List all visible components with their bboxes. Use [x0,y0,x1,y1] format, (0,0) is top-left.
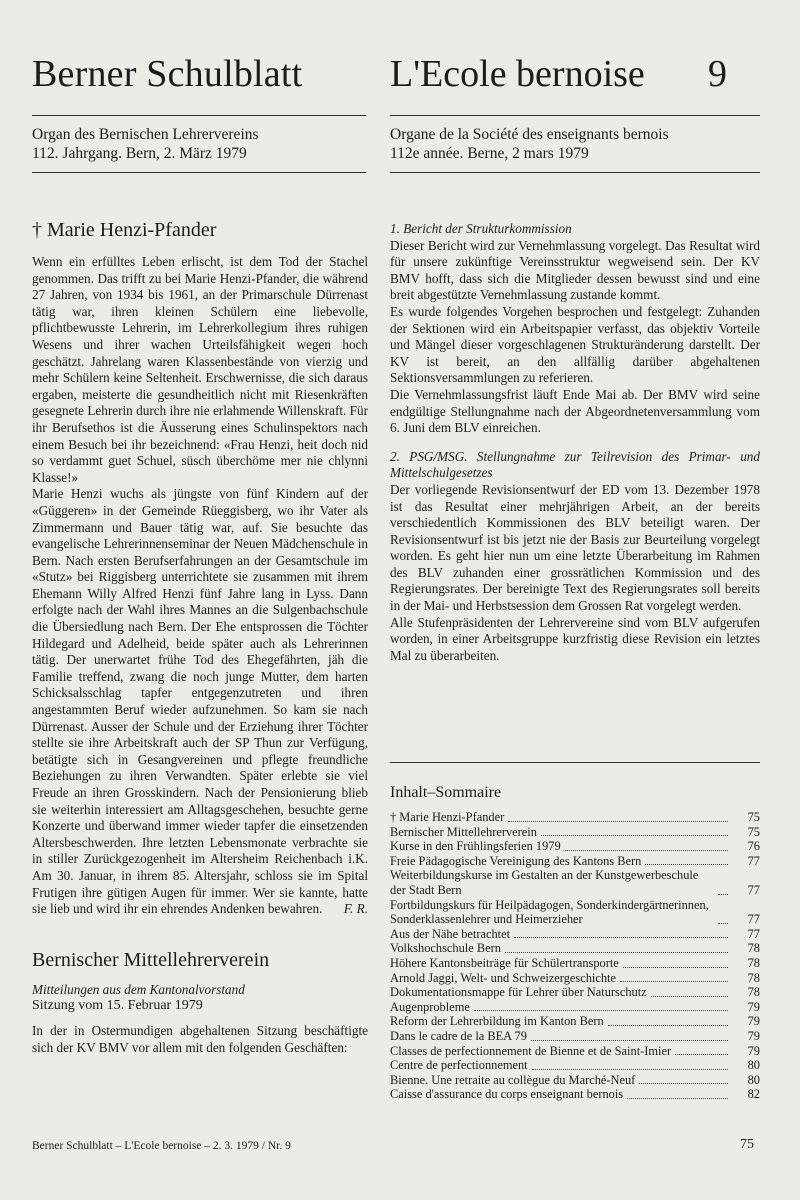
toc-list [390,810,760,1102]
toc-entry-title: Aus der Nähe betrachtet [390,926,511,941]
toc-entry-title: † Marie Henzi-Pfander [390,810,505,824]
section-1-paragraph-1: Dieser Bericht wird zur Vernehmlassung vorgelegt. Das Resultat wird für unsere zukünftige Vereinsstruktur wegweisend sein. Der KV BMV hofft, dass sich die Mitglieder dessen bewusst sind und eine breit abgestützte Vernehmlassung zustande kommt. [390,237,760,303]
toc-leader-dots [608,1025,728,1026]
toc-entry-title: Fortbildungskurs für Heilpädagogen, Sonderkindergärtnerinnen, Sonderklassenlehrer und Heimerzieher [390,897,709,927]
toc-entry-title: Höhere Kantonsbeiträge für Schülertransporte [390,955,619,970]
left-column [32,218,368,1056]
toc-leader-dots [620,981,728,982]
volume-line-fr: 112e année. Berne, 2 mars 1979 [390,145,589,162]
toc-entry [390,810,760,825]
toc-entry-page: 80 [747,1058,760,1073]
toc-entry-title: Volkshochschule Bern [390,941,501,956]
footer-page-number: 75 [740,1137,754,1152]
toc-entry-page: 82 [747,1087,760,1102]
obituary-paragraph-2-text: Marie Henzi wuchs als jüngste von fünf Kindern auf der «Güggeren» in der Gemeinde Rüeggisberg, wo ihr Vater als Zimmermann und Bauer tätig war, auf. Sie besuchte das evangelische Lehrerinnenseminar der Neuen Mädchenschule in Bern. Nach ersten Berufserfahrungen an der Gesamtschule im «Stutz» bei Riggisberg unterrichtete sie zusammen mit ihrem Ehemann Willy Alfred Henzi fünf Jahre lang in Lyss. Dann erfolgte nach der Wahl ihres Mannes an die Sulgenbachschule die Übersiedlung nach Bern. Der Ehe entsprossen die Töchter Hildegard und Adelheid, beide später auch als Lehrerinnen tätig. Der unerwartet frühe Tod des Ehegefährten, jäh die Familie treffend, zwang die noch junge Mutter, dem harten Schicksalsschlag tapfer entgegenzutreten und ihren angestammten Beruf wieder aufzunehmen. So kam sie nach Dürrenast. Ausser der Schule und der Erziehung ihrer Töchter stellte sie ihre Arbeitskraft auch der SP Thun zur Verfügung, betätigte sich in Gesangvereinen und pflegte freundliche Beziehungen zu ihren Verwandten. Später erlebte sie viel Freude an ihren Grosskindern. Nach der Pensionierung blieb sie weiterhin interessiert am Alltagsgeschehen, besuchte gerne Konzerte und überwand immer wieder tapfer die einsetzenden Altersbeschwerden. Ihre letzten Lebensmonate verbrachte sie in stiller Zurückgezogenheit im Altersheim Reichenbach i.K. Am 30. Januar, in ihrem 85. Altersjahr, schloss sie im Spital Frutigen ihre gütigen Augen für immer. Wer sie kannte, hatte sie lieb und wird ihr ein ehrendes Andenken bewahren. [32,486,368,917]
toc-entry-page: 77 [747,912,760,927]
section-2-heading: 2. PSG/MSG. Stellungnahme zur Teilrevision des Primar- und Mittelschulgesetzes [390,448,760,481]
toc-entry-page: 75 [747,810,760,824]
toc-leader-dots [645,864,728,865]
section-1-paragraph-2: Es wurde folgendes Vorgehen besprochen und festgelegt: Zuhanden der Sektionen wird ein Arbeitspapier verfasst, das objektiv Vorteile und Mängel dieser vorgeschlagenen Strukturänderung darstellt. Der KV ist bereit, an den allfällig darüber abgehaltenen Sektionsversammlungen zu referieren. [390,303,760,386]
toc-entry-page: 79 [747,1014,760,1029]
toc-entry-title: Freie Pädagogische Vereinigung des Kantons Bern [390,853,642,868]
toc-leader-dots [623,967,728,968]
obituary-heading: † Marie Henzi-Pfander [32,219,217,241]
volume-line-de: 112. Jahrgang. Bern, 2. März 1979 [32,145,247,162]
toc-entry [390,854,760,869]
masthead-rule-left [32,115,366,116]
toc-entry-page: 79 [747,1028,760,1043]
toc-entry [390,1000,760,1015]
toc-entry-page: 75 [747,824,760,839]
obituary-paragraph-2 [32,486,368,917]
bmv-heading: Bernischer Mittellehrerverein [32,948,270,971]
toc-entry [390,839,760,854]
toc-leader-dots [541,835,728,836]
bmv-paragraph-1: In der in Ostermundigen abgehaltenen Sitzung beschäftigte sich der KV BMV vor allem mit den folgenden Geschäften: [32,1022,368,1055]
toc-leader-dots [514,937,728,938]
toc-entry-page: 77 [747,853,760,868]
toc-leader-dots [651,996,728,997]
toc-entry-title: Arnold Jaggi, Welt- und Schweizergeschichte [390,970,616,985]
toc-entry [390,985,760,1000]
masthead-sub-fr [390,125,669,163]
toc-entry-page: 79 [747,999,760,1014]
toc-entry [390,868,760,897]
toc-entry [390,971,760,986]
header-rule-right [390,172,760,173]
masthead-title-fr: L'Ecole bernoise [390,53,645,95]
org-line-fr: Organe de la Société des enseignants bernois [390,126,669,143]
toc-leader-dots [718,894,728,895]
toc-leader-dots [627,1098,728,1099]
toc-title: Inhalt–Sommaire [390,784,502,801]
toc-leader-dots [718,923,728,924]
toc-entry-title: Dans le cadre de la BEA 79 [390,1028,527,1043]
toc-entry-title: Kurse in den Frühlingsferien 1979 [390,839,561,854]
footer-citation: Berner Schulblatt – L'Ecole bernoise – 2. 3. 1979 / Nr. 9 [32,1140,291,1152]
toc-entry-page: 76 [747,839,760,854]
toc-entry [390,1073,760,1088]
masthead-title-de: Berner Schulblatt [32,53,303,95]
bmv-session: Sitzung vom 15. Februar 1979 [32,998,203,1014]
toc-entry [390,1087,760,1102]
toc-entry [390,898,760,927]
issue-number: 9 [708,53,727,95]
org-line-de: Organ des Bernischen Lehrervereins [32,126,259,143]
toc-entry-title: Dokumentationsmappe für Lehrer über Naturschutz [390,985,647,1000]
toc-entry [390,1014,760,1029]
right-column [390,221,760,664]
toc-leader-dots [565,850,728,851]
toc-leader-dots [505,952,728,953]
toc-leader-dots [531,1040,728,1041]
toc-entry [390,1029,760,1044]
toc-entry-title: Weiterbildungskurse im Gestalten an der Kunstgewerbeschule der Stadt Bern [390,868,699,897]
toc-entry [390,825,760,840]
toc-entry-title: Bernischer Mittellehrerverein [390,824,537,839]
toc-entry-page: 80 [747,1072,760,1087]
toc-entry-title: Classes de perfectionnement de Bienne et de Saint-Imier [390,1043,672,1058]
toc-entry [390,1044,760,1059]
section-1-paragraph-3: Die Vernehmlassungsfrist läuft Ende Mai ab. Der BMV wird seine endgültige Stellungnahme nach der Abgeordnetenversammlung vom 6. Juni dem BLV einreichen. [390,386,760,436]
toc-entry-page: 77 [747,882,760,897]
toc-entry-title: Augenprobleme [390,999,470,1014]
toc-entry-title: Centre de perfectionnement [390,1058,528,1073]
toc-entry-page: 79 [747,1043,760,1058]
toc-leader-dots [675,1054,728,1055]
toc-entry [390,1058,760,1073]
section-2-paragraph-2: Alle Stufenpräsidenten der Lehrervereine sind vom BLV aufgerufen worden, in einer Arbeitsgruppe kurzfristig diese Revision ein letztes Mal zu überarbeiten. [390,614,760,663]
bmv-subheading: Mitteilungen aus dem Kantonalvorstand [32,981,245,997]
toc-entry-title: Caisse d'assurance du corps enseignant bernois [390,1087,624,1102]
section-1-heading: 1. Bericht der Strukturkommission [390,221,572,236]
toc-leader-dots [532,1069,728,1070]
toc-leader-dots [508,821,728,822]
toc-entry [390,941,760,956]
obituary-paragraph-1: Wenn ein erfülltes Leben erlischt, ist dem Tod der Stachel genommen. Das trifft zu bei Marie Henzi-Pfander, die während 27 Jahren, von 1934 bis 1961, an der Primarschule Dürrenast tätig war, ihren kleinen Schülern eine liebevolle, pflichtbewusste Lehrerin, im Lehrerkollegium ihres ruhigen Wesens und ihrer wachen Urteilsfähigkeit wegen hoch geschätzt. Jahrelang waren Klassenbestände von vierzig und mehr Schülern keine Seltenheit. Erschwernisse, die sich daraus ergaben, meisterte die gesundheitlich nicht mit Riesenkräften gesegnete Lehrerin durch ihre nie erlahmende Willenskraft. Für ihr Berufsethos ist die Äusserung eines Schulinspektors nach einem Besuch bei ihr bezeichnend: «Frau Henzi, heit doch nid so verdammt guet Schuel, süsch überchöme mer nie chlynni Klasse!» [32,254,368,485]
toc-entry [390,956,760,971]
toc-entry-page: 78 [747,970,760,985]
table-of-contents [390,784,760,1102]
masthead-rule-right [390,115,760,116]
obituary-signature: F. R. [343,901,368,917]
toc-leader-dots [639,1083,728,1084]
header-rule-left [32,172,366,173]
toc-entry [390,927,760,942]
toc-entry-page: 78 [747,985,760,1000]
toc-entry-page: 77 [747,926,760,941]
toc-entry-page: 78 [747,941,760,956]
masthead-sub-de [32,125,259,163]
toc-entry-title: Reform der Lehrerbildung im Kanton Bern [390,1014,604,1029]
toc-leader-dots [474,1010,728,1011]
section-2-paragraph-1: Der vorliegende Revisionsentwurf der ED vom 13. Dezember 1978 ist das Resultat einer mehrjährigen Arbeit, an der bereits verschiedentlich Kommissionen des BLV beteiligt waren. Der Revisionsentwurf ist bis jetzt nie der Basis zur Beurteilung vorgelegt worden. Es geht hier nun um eine letzte Überarbeitung im Rahmen des BLV zuhanden einer grossrätlichen Kommission und des Regierungsrates. Der bereinigte Text des Regierungsrates soll bereits in der Mai- und Herbstsession dem Grossen Rat vorgelegt werden. [390,481,760,614]
toc-rule [390,762,760,763]
toc-entry-title: Bienne. Une retraite au collègue du Marché-Neuf [390,1072,636,1087]
toc-entry-page: 78 [747,955,760,970]
